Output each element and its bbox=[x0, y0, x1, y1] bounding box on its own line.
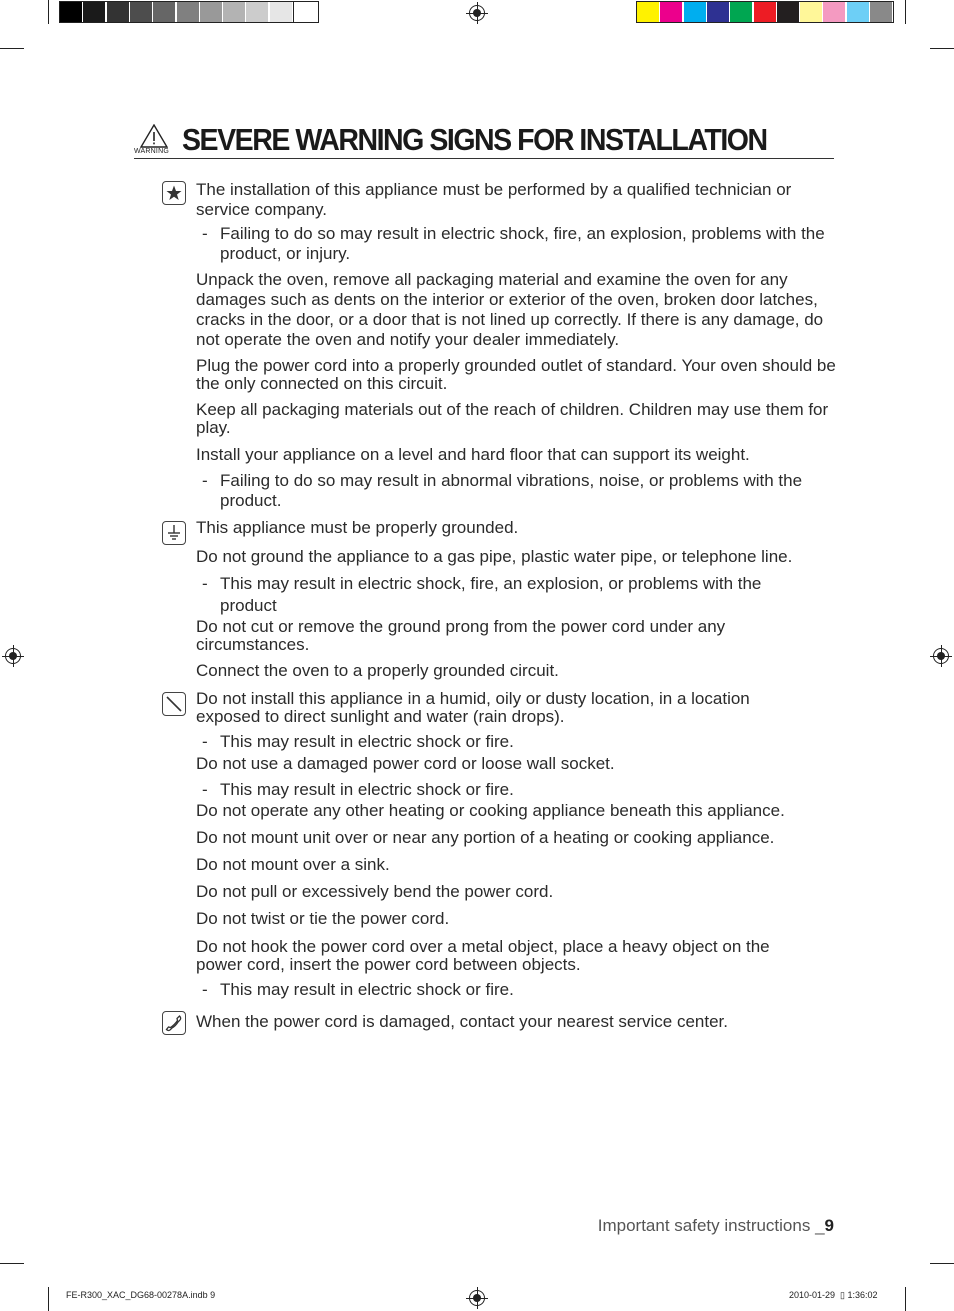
grayscale-color-bar bbox=[59, 1, 319, 23]
crop-mark bbox=[930, 48, 954, 49]
crop-mark bbox=[48, 0, 49, 24]
color-swatch bbox=[83, 2, 105, 22]
instruction-text: Do not operate any other heating or cooking appliance beneath this appliance. bbox=[196, 801, 785, 820]
color-swatch bbox=[107, 2, 129, 22]
star-icon bbox=[162, 181, 186, 205]
color-swatch bbox=[246, 2, 268, 22]
instruction-text: The installation of this appliance must be performed by a qualified technician or service company. bbox=[196, 180, 792, 219]
instruction-text: Do not mount unit over or near any portion of a heating or cooking appliance. bbox=[196, 828, 775, 847]
instruction-text: Plug the power cord into a properly grounded outlet of standard. Your oven should be the only connected on this circuit. bbox=[196, 356, 836, 393]
crop-mark bbox=[48, 1287, 49, 1311]
color-swatch bbox=[223, 2, 245, 22]
color-swatch bbox=[660, 2, 682, 22]
color-swatch bbox=[730, 2, 752, 22]
crop-mark bbox=[930, 1263, 954, 1264]
instruction-text: Keep all packaging materials out of the reach of children. Children may use them for play. bbox=[196, 400, 829, 437]
color-swatch bbox=[707, 2, 729, 22]
instruction-text: Do not use a damaged power cord or loose wall socket. bbox=[196, 754, 615, 773]
instruction-text: When the power cord is damaged, contact your nearest service center. bbox=[196, 1012, 728, 1031]
instruction-text: Do not install this appliance in a humid, oily or dusty location, in a location exposed to direct sunlight and water (rain drops). bbox=[196, 689, 750, 726]
instruction-text: Unpack the oven, remove all packaging material and examine the oven for any damages such as dents on the interior or exterior of the oven, broken door latches, cracks in the door, or a door that is not lined up correctly. If there is any damage, do not operate the oven and notify your dealer immediately. bbox=[196, 270, 824, 349]
instruction-text: Do not pull or excessively bend the power cord. bbox=[196, 882, 554, 901]
warning-label: WARNING bbox=[134, 148, 169, 155]
color-swatch bbox=[130, 2, 152, 22]
crop-mark bbox=[0, 48, 24, 49]
consequence-note: - This may result in electric shock, fire, an explosion, or problems with the product bbox=[202, 574, 762, 615]
cmyk-color-bar bbox=[636, 1, 894, 23]
color-swatch bbox=[754, 2, 776, 22]
color-swatch bbox=[823, 2, 845, 22]
instruction-text: Do not cut or remove the ground prong from the power cord under any circumstances. bbox=[196, 617, 726, 654]
instruction-text: Do not ground the appliance to a gas pipe, plastic water pipe, or telephone line. bbox=[196, 547, 793, 566]
registration-mark-icon bbox=[469, 1290, 485, 1306]
consequence-note: - This may result in electric shock or fire. bbox=[202, 732, 514, 751]
color-swatch bbox=[177, 2, 199, 22]
color-swatch bbox=[293, 2, 315, 22]
color-swatch bbox=[637, 2, 659, 22]
prohibited-icon bbox=[162, 692, 186, 716]
instruction-text: Do not hook the power cord over a metal object, place a heavy object on the power cord, insert the power cord between objects. bbox=[196, 937, 770, 974]
registration-mark-icon bbox=[933, 648, 949, 664]
color-swatch bbox=[777, 2, 799, 22]
page-title: SEVERE WARNING SIGNS FOR INSTALLATION bbox=[182, 122, 767, 157]
color-swatch bbox=[200, 2, 222, 22]
instruction-text: This appliance must be properly grounded. bbox=[196, 518, 519, 537]
registration-mark-icon bbox=[469, 5, 485, 21]
file-slug: FE-R300_XAC_DG68-00278A.indb 9 bbox=[66, 1290, 216, 1300]
color-swatch bbox=[684, 2, 706, 22]
page-footer bbox=[598, 1216, 834, 1236]
consequence-note: - Failing to do so may result in abnormal vibrations, noise, or problems with the product. bbox=[202, 471, 803, 510]
color-swatch bbox=[847, 2, 869, 22]
instruction-text: Do not mount over a sink. bbox=[196, 855, 390, 874]
phone-icon bbox=[162, 1011, 186, 1035]
crop-mark bbox=[905, 1287, 906, 1311]
footer-section-name: Important safety instructions _ bbox=[597, 1216, 825, 1235]
consequence-note: - Failing to do so may result in electric shock, fire, an explosion, problems with the product, or injury. bbox=[202, 224, 825, 263]
color-swatch bbox=[870, 2, 892, 22]
crop-mark bbox=[0, 1263, 24, 1264]
print-timestamp: 2010-01-29 ▯ 1:36:02 bbox=[789, 1290, 878, 1300]
instruction-text: Connect the oven to a properly grounded circuit. bbox=[196, 661, 559, 680]
consequence-note: - This may result in electric shock or fire. bbox=[202, 780, 514, 799]
consequence-note: - This may result in electric shock or fire. bbox=[202, 980, 514, 999]
warning-triangle-icon bbox=[140, 124, 168, 148]
section-header bbox=[134, 122, 834, 159]
ground-icon bbox=[162, 521, 186, 545]
color-swatch bbox=[800, 2, 822, 22]
color-swatch bbox=[60, 2, 82, 22]
color-swatch bbox=[270, 2, 292, 22]
instruction-text: Install your appliance on a level and hard floor that can support its weight. bbox=[196, 445, 750, 464]
instruction-text: Do not twist or tie the power cord. bbox=[196, 909, 450, 928]
registration-mark-icon bbox=[5, 648, 21, 664]
color-swatch bbox=[153, 2, 175, 22]
page-number: 9 bbox=[824, 1216, 834, 1235]
crop-mark bbox=[905, 0, 906, 24]
